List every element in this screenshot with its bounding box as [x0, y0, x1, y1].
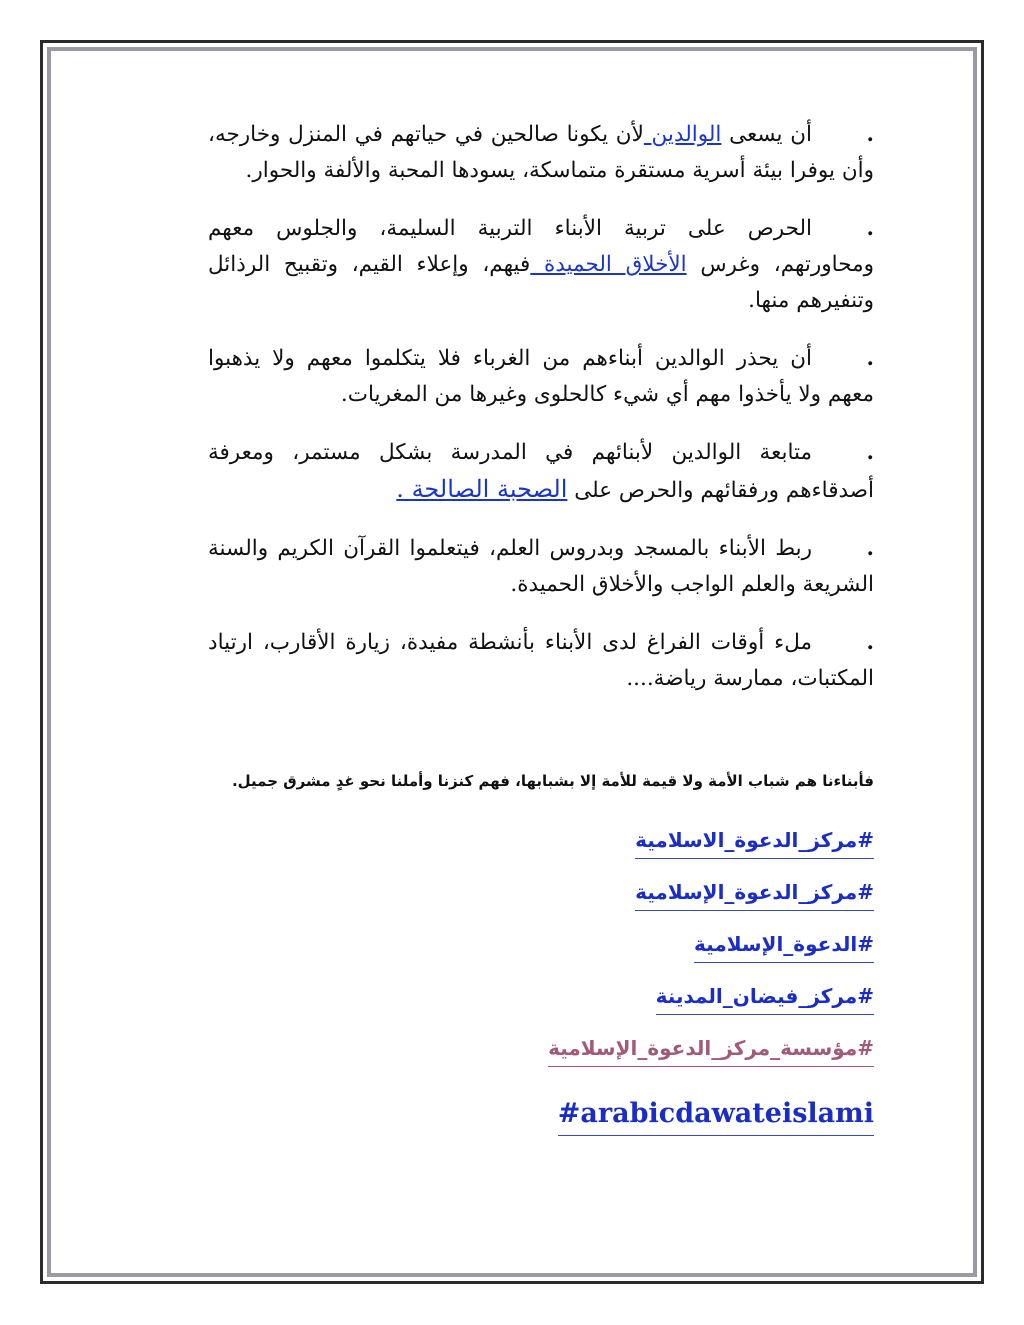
- list-item: [208, 117, 874, 189]
- list-item: [208, 531, 874, 603]
- advice-list: [208, 117, 874, 719]
- bullet-marker: .: [866, 122, 874, 147]
- hashtag-link[interactable]: #مركز_الدعوة_الإسلامية: [635, 880, 874, 911]
- hashtag-link[interactable]: #arabicdawateislami: [558, 1098, 874, 1136]
- bullet-marker: .: [866, 440, 874, 465]
- bullet-marker: .: [866, 216, 874, 241]
- hashtag-item: [394, 880, 874, 932]
- list-item: [208, 211, 874, 319]
- good-company-link[interactable]: الصحبة الصالحة: [411, 475, 568, 503]
- hashtag-list: [394, 828, 874, 1150]
- good-morals-link[interactable]: الأخلاق الحميدة: [530, 252, 687, 277]
- bullet-text: الحرص على تربية الأبناء التربية السليمة، والجلوس معهم ومحاورتهم، وغرس: [208, 216, 874, 277]
- hashtag-item: [394, 984, 874, 1036]
- bullet-text: ربط الأبناء بالمسجد وبدروس العلم، فيتعلموا القرآن الكريم والسنة الشريعة والعلم الواجب والأخلاق الحميدة.: [208, 536, 874, 597]
- bullet-text: ملء أوقات الفراغ لدى الأبناء بأنشطة مفيدة، زيارة الأقارب، ارتياد المكتبات، ممارسة رياضة....: [208, 630, 874, 691]
- bullet-marker: .: [866, 536, 874, 561]
- hashtag-link[interactable]: #مركز_فيضان_المدينة: [656, 984, 874, 1015]
- hashtag-link[interactable]: #الدعوة_الإسلامية: [694, 932, 874, 963]
- bullet-text: أن يحذر الوالدين أبناءهم من الغرباء فلا يتكلموا معهم ولا يذهبوا معهم ولا يأخذوا مهم أي شيء كالحلوى وغيرها من المغريات.: [208, 346, 874, 407]
- bullet-text: متابعة الوالدين لأبنائهم في المدرسة بشكل مستمر، ومعرفة أصدقاءهم ورفقائهم والحرص على: [208, 440, 874, 503]
- bullet-text: أن يسعى: [721, 122, 812, 147]
- hashtag-item: [394, 828, 874, 880]
- hashtag-item: [394, 1036, 874, 1088]
- bullet-text: فيهم، وإعلاء القيم، وتقبيح الرذائل وتنفيرهم منها.: [208, 252, 874, 313]
- bullet-marker: .: [866, 630, 874, 655]
- hashtag-link[interactable]: #مؤسسة_مركز_الدعوة_الإسلامية: [548, 1036, 874, 1067]
- closing-statement: فأبناءنا هم شباب الأمة ولا قيمة للأمة إلا بشبابها، فهم كنزنا وأملنا نحو غدٍ مشرق جميل.: [231, 772, 874, 790]
- list-item: [208, 435, 874, 509]
- hashtag-item: [394, 932, 874, 984]
- list-item: [208, 341, 874, 413]
- parents-link[interactable]: الوالدين: [643, 122, 722, 147]
- list-item: [208, 625, 874, 697]
- bullet-text: .: [396, 475, 412, 503]
- bullet-marker: .: [866, 346, 874, 371]
- hashtag-item: [394, 1098, 874, 1150]
- bullet-text: لأن يكونا صالحين في حياتهم في المنزل وخارجه، وأن يوفرا بيئة أسرية مستقرة متماسكة، يسودها المحبة والألفة والحوار.: [208, 122, 874, 183]
- hashtag-link[interactable]: #مركز_الدعوة_الاسلامية: [635, 828, 874, 859]
